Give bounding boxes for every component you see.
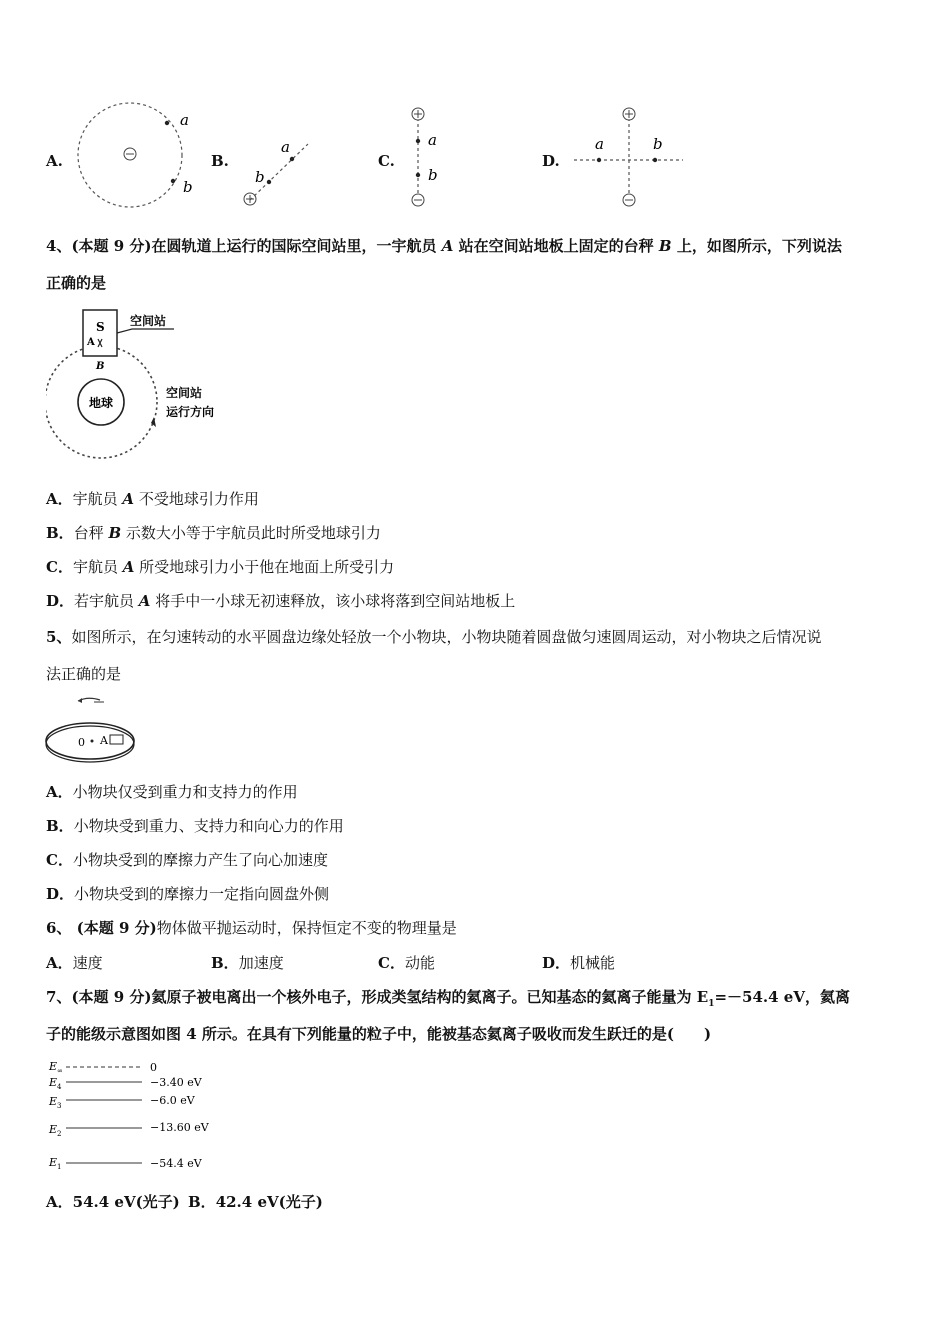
- q3-option-d-label: D.: [542, 152, 560, 170]
- svg-text:−13.60 eV: −13.60 eV: [150, 1121, 209, 1134]
- q3-option-a-label: A.: [46, 152, 63, 170]
- svg-text:E: E: [49, 1123, 58, 1136]
- level-e1: [48, 1156, 203, 1171]
- q3-option-a-diagram: [70, 100, 200, 210]
- block-label: A: [100, 734, 108, 747]
- q5-stem-line1: 5、如图所示，在匀速转动的水平圆盘边缘处轻放一个小物块，小物块随着圆盘做匀速圆周运动，对小物块之后情况说: [46, 628, 822, 646]
- point-a-dot: [165, 121, 169, 125]
- field-circle: [78, 103, 182, 207]
- svg-text:E: E: [49, 1156, 58, 1169]
- scale-b-label: B: [96, 361, 105, 372]
- q5-option-c: C．小物块受到的摩擦力产生了向心加速度: [46, 851, 328, 869]
- q4-option-b: B．台秤 B 示数大小等于宇航员此时所受地球引力: [46, 524, 381, 542]
- svg-text:2: 2: [57, 1130, 62, 1138]
- q5-option-d: D．小物块受到的摩擦力一定指向圆盘外侧: [46, 885, 330, 903]
- level-e2: [48, 1121, 210, 1138]
- q7-stem-line1: 7、(本题 9 分)氦原子被电离出一个核外电子，形成类氢结构的氦离子。已知基态的氦离子能量为 $E_1=-54.4$ eV，氦离: [46, 988, 850, 1009]
- level-e-inf: [48, 1060, 157, 1075]
- q5-option-b: B．小物块受到重力、支持力和向心力的作用: [46, 817, 344, 835]
- svg-text:E: E: [49, 1060, 58, 1073]
- level-e4: [48, 1076, 203, 1091]
- q3-option-b-label: B.: [211, 152, 229, 170]
- q5-option-a: A．小物块仅受到重力和支持力的作用: [46, 783, 298, 801]
- astronaut-a-label: A: [87, 337, 95, 348]
- q6-option-a: A．速度: [46, 954, 103, 972]
- q7-energy-level-diagram: [46, 1056, 246, 1174]
- svg-text:−6.0 eV: −6.0 eV: [150, 1094, 195, 1107]
- svg-text:3: 3: [57, 1102, 62, 1110]
- q3-option-c-diagram: [400, 104, 460, 210]
- svg-text:−54.4 eV: −54.4 eV: [150, 1157, 202, 1170]
- point-b-dot: [171, 179, 175, 183]
- svg-text:E: E: [49, 1076, 58, 1089]
- q4-figure: [46, 305, 246, 465]
- q4-stem-line2: 正确的是: [46, 274, 107, 292]
- center-label: 0: [78, 736, 85, 749]
- q4-option-d: D．若宇航员 A 将手中一小球无初速释放，该小球将落到空间站地板上: [46, 592, 516, 610]
- q5-stem-line2: 法正确的是: [46, 665, 122, 683]
- point-a-label: a: [595, 135, 604, 153]
- svg-text:∞: ∞: [57, 1067, 63, 1075]
- direction-label-2: 运行方向: [166, 405, 215, 419]
- q3-option-c-label: C.: [378, 152, 395, 170]
- q7-stem-line2: 子的能级示意图如图 4 所示。在具有下列能量的粒子中，能被基态氦离子吸收而发生跃迁的是( ): [46, 1025, 712, 1043]
- q6-option-c: C．动能: [378, 954, 435, 972]
- small-block: [110, 735, 123, 744]
- q7-option-b: B．42.4 eV(光子): [188, 1193, 323, 1211]
- point-b-label: b: [428, 166, 438, 184]
- q4-option-c: C．宇航员 A 所受地球引力小于他在地面上所受引力: [46, 558, 395, 576]
- svg-text:0: 0: [150, 1061, 157, 1074]
- q6-option-d: D．机械能: [542, 954, 616, 972]
- svg-text:E: E: [49, 1095, 58, 1108]
- q4-stem-line1: 4、(本题 9 分)在圆轨道上运行的国际空间站里，一宇航员 A 站在空间站地板上固定的台秤 B 上，如图所示，下列说法: [46, 237, 842, 255]
- point-b-label: b: [653, 135, 663, 153]
- direction-label-1: 空间站: [166, 386, 203, 400]
- earth-label: 地球: [89, 396, 114, 410]
- astronaut-s-label: S: [96, 320, 105, 334]
- q6-option-b: B．加速度: [211, 954, 284, 972]
- q3-option-b-diagram: [236, 130, 316, 212]
- point-b-label: b: [183, 178, 193, 196]
- svg-text:−3.40 eV: −3.40 eV: [150, 1076, 202, 1089]
- svg-text:1: 1: [57, 1163, 62, 1171]
- svg-text:4: 4: [57, 1083, 62, 1091]
- q6-stem: 6、 (本题 9 分)物体做平抛运动时，保持恒定不变的物理量是: [46, 919, 457, 937]
- point-b-label: b: [255, 168, 265, 186]
- level-e3: [48, 1094, 196, 1110]
- point-a-label: a: [428, 131, 437, 149]
- q4-option-a: A．宇航员 A 不受地球引力作用: [46, 490, 259, 508]
- q7-option-a: A．54.4 eV(光子): [46, 1193, 180, 1211]
- q3-option-d-diagram: [568, 104, 688, 210]
- point-a-label: a: [180, 111, 189, 129]
- q5-figure: [44, 692, 144, 766]
- point-a-label: a: [281, 138, 290, 156]
- station-label: 空间站: [130, 314, 167, 328]
